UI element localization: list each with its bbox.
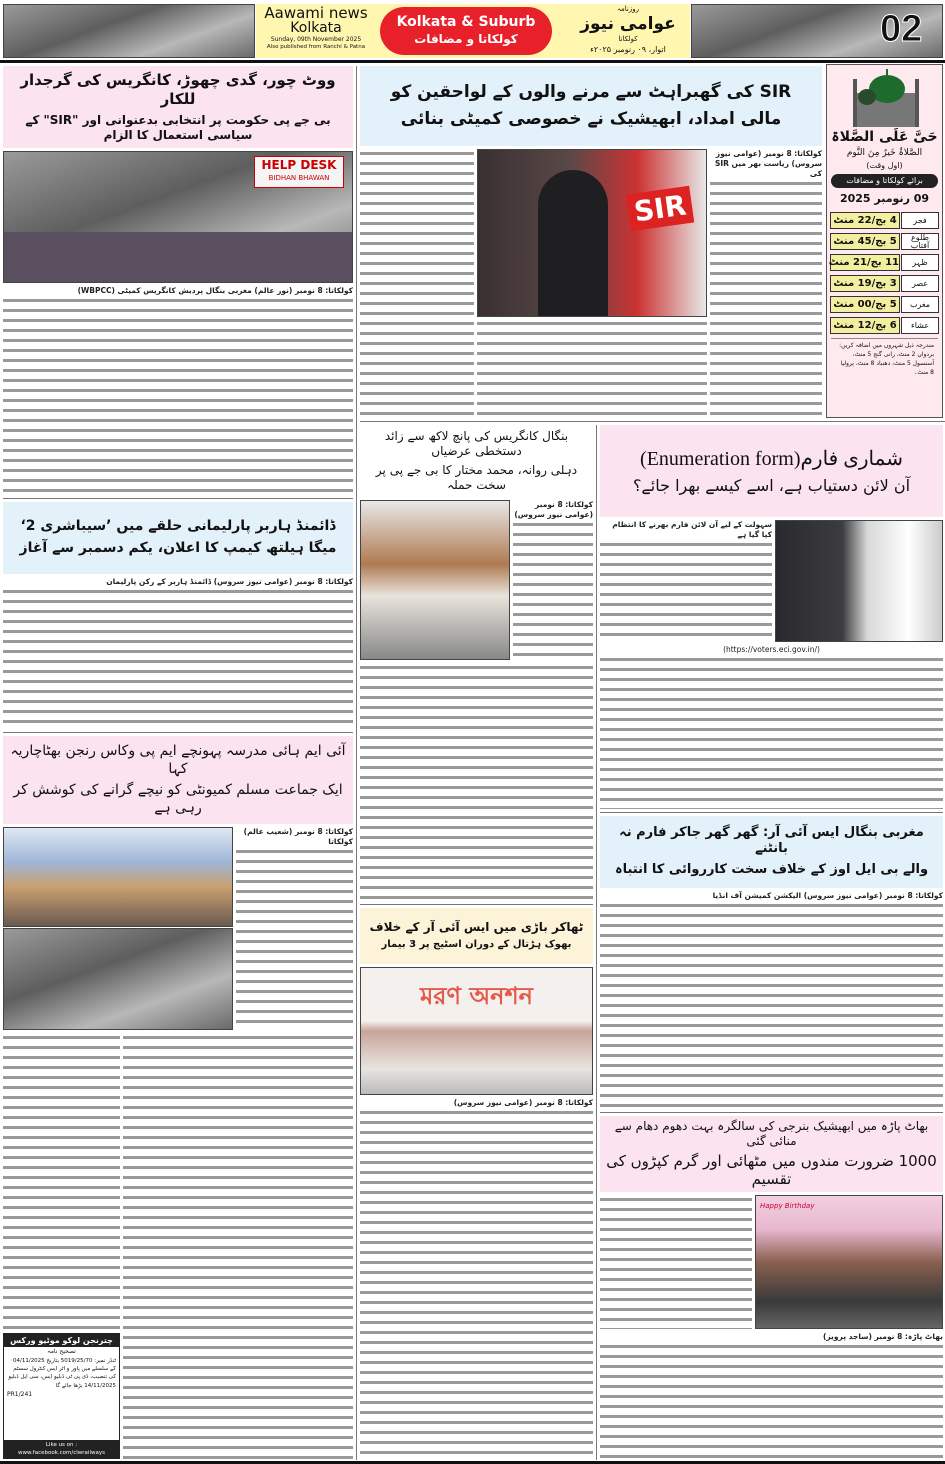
hunger-strike-photo bbox=[360, 967, 593, 1095]
published-note: Also published from Ranchi & Patna bbox=[266, 44, 366, 50]
prayer-note: (اول وقت) bbox=[866, 161, 903, 170]
prayer-time-row bbox=[830, 254, 939, 271]
section-english: Kolkata & Suburb bbox=[396, 14, 536, 30]
sir-committee-headline-2: مالی امداد، ابھیشیک نے خصوصی کمیٹی بنائی bbox=[400, 109, 782, 129]
prayer-name: مغرب bbox=[901, 296, 939, 313]
bhatpara-body: بھاٹ پاڑہ: 8 نومبر (ساجد پرویز) bbox=[600, 1332, 943, 1460]
diamond-harbour-headline-box bbox=[3, 502, 353, 574]
madrasa-body-side: کولکاتا: 8 نومبر (شعیب عالم) کولکاتا bbox=[236, 827, 353, 1030]
madrasa-headline-box bbox=[3, 736, 353, 824]
diamond-harbour-headline-2: میگا ہیلتھ کیمپ کا اعلان، یکم دسمبر سے آغاز bbox=[19, 539, 337, 556]
west-bengal-sir-headline-box bbox=[600, 816, 943, 888]
bhatpara-headline-box bbox=[600, 1116, 943, 1193]
prayer-time-row bbox=[830, 233, 939, 250]
tender-advert[interactable] bbox=[3, 1333, 120, 1459]
thakurbari-headline-box bbox=[360, 908, 593, 964]
congress-body: کولکاتا: 8 نومبر (نور عالم) مغربی بنگال پردیش کانگریس کمیٹی (WBPCC) bbox=[3, 286, 353, 495]
prayer-time-value: 5 بج/45 منٹ bbox=[830, 233, 900, 250]
english-title: Aawami news bbox=[264, 4, 368, 22]
bengal-congress-photo bbox=[360, 500, 510, 660]
bhatpara-body-side bbox=[600, 1195, 752, 1329]
abhishek-speaking-photo bbox=[477, 149, 707, 317]
prayer-region: برائے کولکاتا و مضافات bbox=[831, 174, 938, 188]
english-city: Kolkata bbox=[290, 20, 342, 36]
urdu-tagline: روزنامہ bbox=[616, 5, 640, 13]
congress-headline-box bbox=[3, 66, 353, 148]
madrasa-event-photo bbox=[3, 827, 233, 927]
advert-title: چترنجن لوکو موٹیو ورکس bbox=[4, 1334, 119, 1347]
prayer-name: عصر bbox=[901, 275, 939, 292]
congress-press-photo bbox=[3, 151, 353, 283]
bhatpara-headline-1: بھاٹ پاڑہ میں ابھیشیک بنرجی کی سالگرہ بہت دھوم دھام سے منائی گئی bbox=[614, 1118, 929, 1148]
sir-placard: SIR bbox=[626, 186, 695, 232]
congress-subhead: بی جے پی حکومت پر انتخابی بدعنوانی اور "SIR" کے سیاسی استعمال کا الزام bbox=[25, 112, 331, 142]
bidhan-bhawan-banner: BIDHAN BHAWAN bbox=[268, 174, 330, 182]
enumeration-headline-box bbox=[600, 425, 943, 517]
west-bengal-sir-body: کولکاتا: 8 نومبر (عوامی نیوز سروس) الیکشن کمیشن آف انڈیا bbox=[600, 891, 943, 1109]
prayer-time-row bbox=[830, 212, 939, 229]
masthead-rule bbox=[0, 60, 945, 63]
hunger-strike-banner: মরণ অনশন bbox=[419, 982, 534, 1010]
prayer-subtitle: الصَّلاۃُ خَیرٌ مِنَ النَّوم bbox=[846, 148, 923, 158]
bengal-congress-headline-2: دہلی روانہ، محمد مختار کا بی جے پی پر سخت حملہ bbox=[375, 463, 578, 492]
sir-committee-headline-box bbox=[360, 66, 822, 146]
prayer-name: فجر bbox=[901, 212, 939, 229]
prayer-time-row bbox=[830, 275, 939, 292]
madrasa-headline-1: آئی ایم ہائی مدرسہ پہونچے ایم پی وکاس رنجن بھٹاچاریہ کہا bbox=[10, 743, 346, 777]
madrasa-speaker-photo bbox=[3, 928, 233, 1030]
advert-dates: 14/11/2025 بڑھا جائے گا bbox=[55, 1383, 116, 1390]
congress-headline: ووٹ چور، گدی چھوڑ، کانگریس کی گرجدار للکار bbox=[20, 71, 336, 108]
thakurbari-headline-2: بھوک ہڑتال کے دوران اسٹیج پر 3 بیمار bbox=[381, 939, 572, 951]
bengal-congress-body bbox=[360, 663, 593, 901]
prayer-time-value: 5 بج/00 منٹ bbox=[830, 296, 900, 313]
advert-body: ٹنڈر نمبر: 5019/25/70 بتاریخ 04/11/2025 کے سلسلے میں پاور و اٹر ایس کنٹرول سسٹم کی تنصیب، ڈی پی ٹی ڈبلیو ایس، سی ایل ڈبلیو bbox=[8, 1358, 116, 1381]
sir-committee-body-right: کولکاتا: 8 نومبر (عوامی نیوز سروس) ریاست بھر میں SIR کی bbox=[710, 149, 822, 418]
diamond-harbour-headline-1: ڈائمنڈ ہاربر پارلیمانی حلقے میں ’سیباشری 2‘ bbox=[20, 518, 336, 535]
masthead-center bbox=[256, 4, 690, 58]
sir-committee-block bbox=[360, 66, 822, 418]
urdu-date: اتوار، ۰۹ رنومبر ۲۰۲۵ء bbox=[590, 45, 666, 54]
diamond-harbour-body: کولکاتا: 8 نومبر (عوامی نیوز سروس) ڈائمنڈ ہاربر کے رکن پارلیمان bbox=[3, 577, 353, 730]
bengal-congress-body-side: کولکاتا: 8 نومبر (عوامی نیوز سروس) bbox=[513, 500, 593, 660]
thakurbari-headline-1: ٹھاکر باڑی میں ایس آئی آر کے خلاف bbox=[369, 920, 584, 935]
sir-committee-body-left bbox=[360, 149, 474, 418]
advert-ref: PR1/241 bbox=[7, 1391, 33, 1399]
bengal-congress-headline-box bbox=[360, 425, 593, 497]
enumeration-headline-2: آن لائن دستیاب ہے، اسے کیسے بھرا جائے؟ bbox=[632, 475, 911, 495]
urdu-title: عوامی نیوز bbox=[580, 14, 676, 34]
computer-form-photo bbox=[775, 520, 943, 642]
thakurbari-body: کولکاتا: 8 نومبر (عوامی نیوز سروس) bbox=[360, 1098, 593, 1460]
west-bengal-sir-headline-1: مغربی بنگال ایس آئی آر: گھر گھر جاکر فارم نہ بانٹنے bbox=[619, 825, 924, 857]
west-bengal-sir-headline-2: والے بی ایل اوز کے خلاف سخت کارروائی کا انتباہ bbox=[614, 861, 929, 877]
prayer-time-row bbox=[830, 317, 939, 334]
madrasa-headline-2: ایک جماعت مسلم کمیونٹی کو نیچے گرانے کی کوشش کر رہی ہے bbox=[13, 782, 343, 816]
masthead-photo-left bbox=[3, 4, 255, 58]
prayer-name: ظہر bbox=[901, 254, 939, 271]
birthday-celebration-photo bbox=[755, 1195, 943, 1329]
prayer-title: حَیَّ عَلَی الصَّلاۃ bbox=[831, 129, 938, 145]
happy-birthday-banner: Happy Birthday bbox=[760, 1202, 815, 1211]
sir-committee-body-bottom bbox=[477, 319, 707, 418]
prayer-time-value: 6 بج/12 منٹ bbox=[830, 317, 900, 334]
prayer-date: 09 رنومبر 2025 bbox=[839, 192, 930, 205]
madrasa-body bbox=[123, 1033, 353, 1459]
bhatpara-headline-2: 1000 ضرورت مندوں میں مٹھائی اور گرم کپڑوں کی تقسیم bbox=[606, 1151, 937, 1189]
middle-column bbox=[360, 425, 593, 1460]
prayer-time-value: 4 بج/22 منٹ bbox=[830, 212, 900, 229]
advert-subtitle: تصحیح نامہ bbox=[47, 1348, 76, 1356]
section-badge bbox=[380, 7, 552, 55]
prayer-time-value: 11 بج/21 منٹ bbox=[830, 254, 900, 271]
prayer-name: طلوع آفتاب bbox=[901, 233, 939, 250]
madrasa-body-left bbox=[3, 1033, 120, 1330]
enumeration-body: (https://voters.eci.gov.in/) bbox=[600, 645, 943, 809]
right-column bbox=[600, 425, 943, 1460]
bengal-congress-headline-1: بنگال کانگریس کی پانچ لاکھ سے زائد دستخطی عرضیاں bbox=[384, 429, 569, 458]
prayer-time-value: 3 بج/19 منٹ bbox=[830, 275, 900, 292]
prayer-time-row bbox=[830, 296, 939, 313]
prayer-times-box bbox=[826, 64, 943, 418]
sir-committee-headline-1: SIR کی گھبراہٹ سے مرنے والوں کے لواحقین کو bbox=[390, 81, 792, 102]
enumeration-body-top: سہولت کے لیے آن لائن فارم بھرنے کا انتظام کیا گیا ہے bbox=[600, 520, 772, 642]
mosque-icon bbox=[827, 65, 942, 127]
advert-facebook-link[interactable]: Like us on : www.facebook.com/clwrailways bbox=[4, 1440, 119, 1458]
help-desk-banner: HELP DESK bbox=[261, 158, 337, 172]
english-date: Sunday, 09th November 2025 bbox=[270, 36, 362, 43]
prayer-name: عشاء bbox=[901, 317, 939, 334]
prayer-footer: مندرجہ ذیل شہروں میں اضافہ کریں: بردوان 2 منٹ، رانی گنج 5 منٹ، آسنسول 5 منٹ، دھنباد 8 منٹ، پرولیا 8 منٹ۔ bbox=[831, 338, 938, 379]
urdu-city: کولکاتا bbox=[618, 35, 638, 43]
left-column bbox=[3, 66, 353, 1459]
page-number: 02 bbox=[880, 8, 923, 50]
enumeration-headline-1: شماری فارم(Enumeration form) bbox=[640, 447, 903, 470]
section-urdu: کولکاتا و مضافات bbox=[414, 32, 518, 46]
